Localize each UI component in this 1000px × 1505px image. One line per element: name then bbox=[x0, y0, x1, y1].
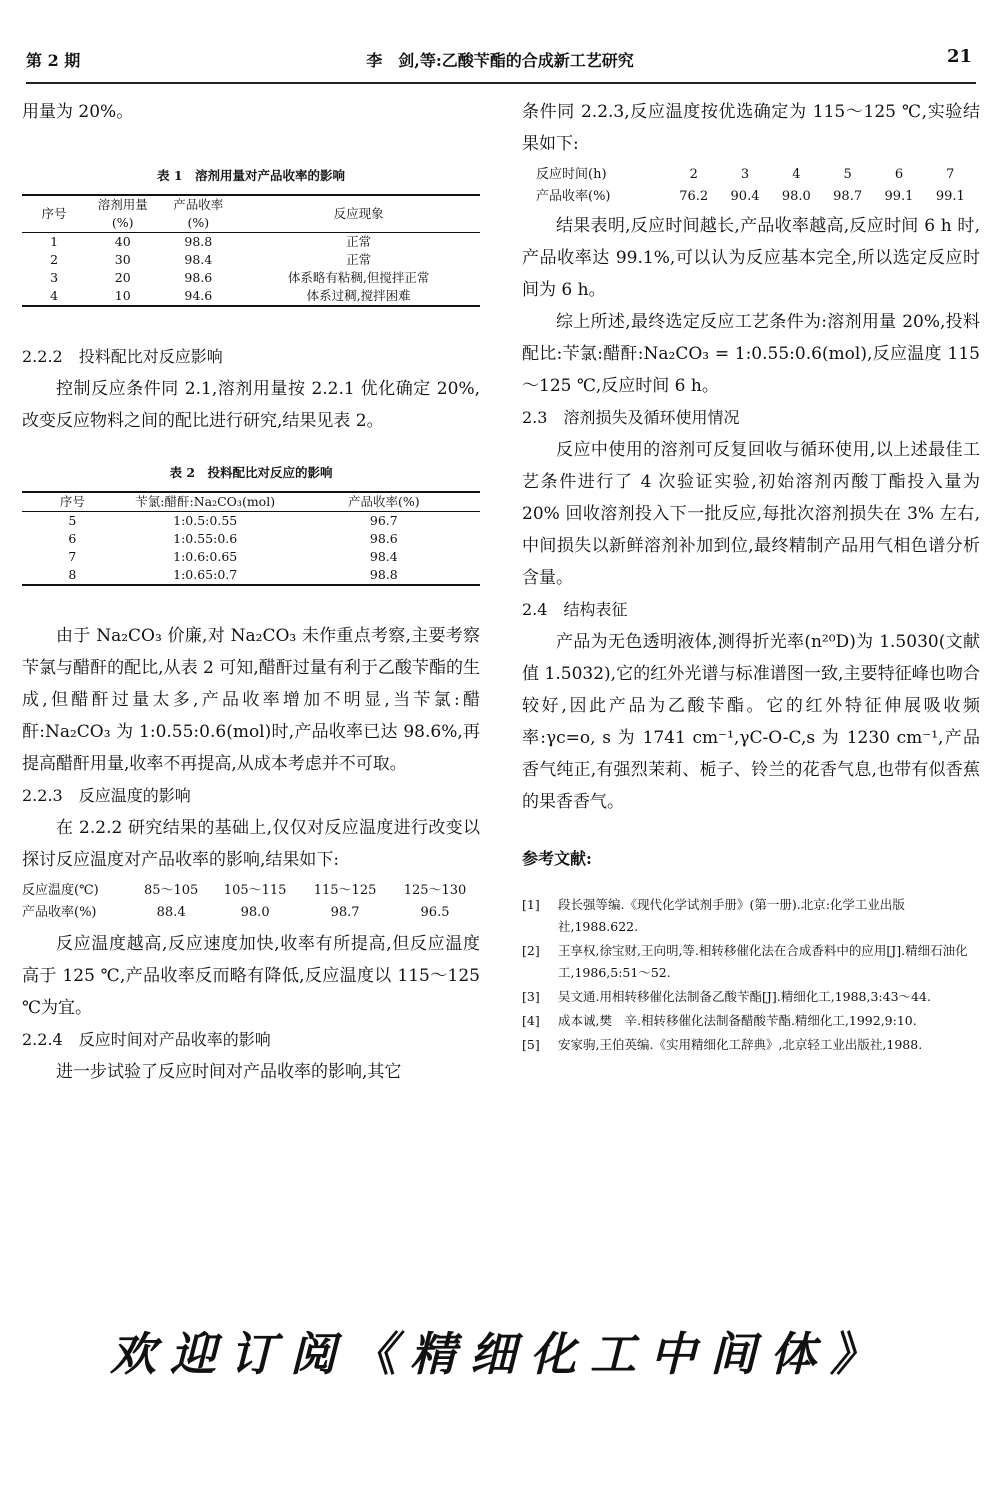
table-cell: 98.7 bbox=[330, 905, 360, 920]
table2-header-ratio: 苄氯:醋酐:Na₂CO₃(mol) bbox=[123, 492, 288, 512]
table-cell: 1 bbox=[50, 234, 59, 249]
table-cell: 6 bbox=[894, 167, 904, 182]
table-row bbox=[22, 902, 480, 924]
paragraph: 条件同 2.2.3,反应温度按优选确定为 115～125 ℃,实验结果如下: bbox=[522, 102, 980, 154]
reference-item bbox=[522, 1010, 980, 1032]
table-row bbox=[22, 287, 480, 306]
table1-unit: (%) bbox=[159, 214, 237, 233]
table-cell: 98.6 bbox=[184, 270, 213, 285]
table-cell: 115～125 bbox=[313, 883, 377, 898]
table-row bbox=[22, 548, 480, 566]
table1-caption: 表 1 溶剂用量对产品收率的影响 bbox=[156, 168, 346, 183]
table1-header-phenomenon: 反应现象 bbox=[237, 195, 480, 233]
table-row bbox=[22, 512, 480, 531]
header-page-number: 21 bbox=[946, 46, 972, 67]
header-rule bbox=[26, 82, 976, 84]
table-cell: 10 bbox=[86, 287, 159, 306]
reference-item bbox=[522, 894, 980, 938]
table-cell: 96.7 bbox=[369, 513, 398, 528]
table-row bbox=[22, 251, 480, 269]
table-cell: 98.4 bbox=[184, 252, 213, 267]
table-cell: 94.6 bbox=[159, 287, 237, 306]
table-cell: 98.0 bbox=[240, 905, 270, 920]
table1 bbox=[22, 194, 480, 307]
table2-header-yield: 产品收率(%) bbox=[288, 492, 480, 512]
table1-header-yield: 产品收率 bbox=[159, 195, 237, 214]
reference-number: [1] bbox=[522, 897, 540, 912]
table-cell: 40 bbox=[114, 234, 131, 249]
subscription-banner: 欢迎订阅《精细化工中间体》 bbox=[110, 1327, 890, 1381]
table-cell: 5 bbox=[843, 167, 852, 182]
reference-item bbox=[522, 986, 980, 1008]
references-heading: 参考文献: bbox=[522, 849, 592, 868]
reference-number: [3] bbox=[522, 989, 540, 1004]
table-cell: 正常 bbox=[346, 252, 372, 267]
table-cell: 6 bbox=[68, 531, 77, 546]
table2-header-index: 序号 bbox=[22, 492, 123, 512]
table-row bbox=[22, 566, 480, 585]
table-cell: 1:0.5:0.55 bbox=[173, 513, 238, 528]
table1-header-index: 序号 bbox=[22, 195, 86, 233]
paragraph: 综上所述,最终选定反应工艺条件为:溶剂用量 20%,投料配比:苄氯:醋酐:Na₂CO₃ = 1:0.55:0.6(mol),反应温度 115～125 ℃,反应时间 6 h。 bbox=[522, 312, 980, 396]
table-cell: 反应温度(℃) bbox=[22, 883, 99, 898]
table-cell: 4 bbox=[792, 167, 801, 182]
temperature-yield-table bbox=[22, 880, 480, 924]
table-cell: 98.8 bbox=[288, 566, 480, 585]
table-cell: 7 bbox=[68, 549, 77, 564]
reference-item bbox=[522, 940, 980, 984]
paragraph: 用量为 20%。 bbox=[22, 102, 134, 122]
table-row bbox=[22, 233, 480, 252]
table-cell: 99.1 bbox=[884, 189, 914, 204]
table-cell: 2 bbox=[689, 167, 698, 182]
table-cell: 5 bbox=[68, 513, 77, 528]
table2 bbox=[22, 491, 480, 586]
reference-text: 吴文通.用相转移催化法制备乙酸苄酯[J].精细化工,1988,3:43～44. bbox=[558, 989, 931, 1004]
table-cell: 98.6 bbox=[369, 531, 398, 546]
table-cell: 反应时间(h) bbox=[536, 167, 607, 182]
table-cell: 99.1 bbox=[935, 189, 965, 204]
table-cell: 105～115 bbox=[223, 883, 287, 898]
section-heading-2-3: 2.3 溶剂损失及循环使用情况 bbox=[522, 408, 740, 427]
section-heading-2-2-2: 2.2.2 投料配比对反应影响 bbox=[22, 347, 223, 366]
table-cell: 96.5 bbox=[420, 905, 450, 920]
table-cell: 正常 bbox=[346, 234, 372, 249]
table-cell: 产品收率(%) bbox=[536, 189, 611, 204]
header-title: 李 剑,等:乙酸苄酯的合成新工艺研究 bbox=[366, 51, 634, 70]
table-cell: 3 bbox=[50, 270, 59, 285]
table-row bbox=[536, 164, 976, 186]
table-cell: 7 bbox=[946, 167, 955, 182]
table-cell: 90.4 bbox=[730, 189, 760, 204]
table-cell: 体系过稠,搅拌困难 bbox=[237, 287, 480, 306]
table-cell: 1:0.65:0.7 bbox=[123, 566, 288, 585]
table1-header-solvent: 溶剂用量 bbox=[86, 195, 159, 214]
paragraph: 反应中使用的溶剂可反复回收与循环使用,以上述最佳工艺条件进行了 4 次验证实验,初始溶剂丙酸丁酯投入量为 20% 回收溶剂投入下一批反应,每批次溶剂损失在 3% 左右,中间损失以新鲜溶剂补加到位,最终精制产品用气相色谱分析含量。 bbox=[522, 440, 980, 588]
table-row bbox=[22, 269, 480, 287]
paragraph: 产品为无色透明液体,测得折光率(n²⁰D)为 1.5030(文献值 1.5032),它的红外光谱与标准谱图一致,主要特征峰也吻合较好,因此产品为乙酸苄酯。它的红外特征伸展吸收频率:γc=o, s 为 1741 cm⁻¹,γC-O-C,s 为 1230 cm⁻¹,产品香气纯正,有强烈茉莉、栀子、铃兰的花香气息,也带有似香蕉的果香香气。 bbox=[522, 632, 980, 812]
section-heading-2-2-4: 2.2.4 反应时间对产品收率的影响 bbox=[22, 1030, 271, 1049]
table-cell: 1:0.55:0.6 bbox=[173, 531, 238, 546]
table2-caption: 表 2 投料配比对反应的影响 bbox=[169, 465, 333, 480]
table-cell: 85～105 bbox=[143, 883, 199, 898]
table-row bbox=[22, 530, 480, 548]
reference-item bbox=[522, 1034, 980, 1056]
right-column bbox=[522, 96, 980, 1058]
header-issue: 第 2 期 bbox=[26, 51, 81, 70]
reference-list bbox=[522, 894, 980, 1056]
paragraph: 进一步试验了反应时间对产品收率的影响,其它 bbox=[56, 1062, 402, 1082]
paragraph: 结果表明,反应时间越长,产品收率越高,反应时间 6 h 时,产品收率达 99.1%,可以认为反应基本完全,所以选定反应时间为 6 h。 bbox=[522, 216, 980, 300]
table-cell: 88.4 bbox=[156, 905, 186, 920]
table-cell: 8 bbox=[22, 566, 123, 585]
reference-text: 王享权,徐宝财,王向明,等.相转移催化法在合成香料中的应用[J].精细石油化工,1986,5:51～52. bbox=[558, 943, 968, 980]
table-cell: 98.7 bbox=[833, 189, 863, 204]
paragraph: 在 2.2.2 研究结果的基础上,仅仅对反应温度进行改变以探讨反应温度对产品收率的影响,结果如下: bbox=[22, 818, 480, 870]
table-cell: 30 bbox=[114, 252, 131, 267]
table-cell: 2 bbox=[50, 252, 59, 267]
table1-unit: (%) bbox=[86, 214, 159, 233]
left-column bbox=[22, 96, 480, 1088]
table-cell: 3 bbox=[740, 167, 750, 182]
table-cell: 125～130 bbox=[403, 883, 467, 898]
paragraph: 反应温度越高,反应速度加快,收率有所提高,但反应温度高于 125 ℃,产品收率反而略有降低,反应温度以 115～125 ℃为宜。 bbox=[22, 934, 480, 1018]
table-cell: 体系略有粘稠,但搅拌正常 bbox=[287, 270, 430, 285]
table-cell: 98.8 bbox=[184, 234, 213, 249]
reference-number: [2] bbox=[522, 943, 540, 958]
reference-text: 成本诚,樊 辛.相转移催化法制备醋酸苄酯.精细化工,1992,9:10. bbox=[558, 1013, 917, 1028]
section-heading-2-4: 2.4 结构表征 bbox=[522, 600, 628, 619]
table-cell: 98.4 bbox=[369, 549, 398, 564]
table-row bbox=[536, 186, 976, 208]
reference-text: 安家驹,王伯英编.《实用精细化工辞典》,北京轻工业出版社,1988. bbox=[558, 1037, 923, 1052]
table-cell: 20 bbox=[114, 270, 131, 285]
table-row bbox=[22, 880, 480, 902]
time-yield-table bbox=[536, 164, 976, 208]
paragraph: 由于 Na₂CO₃ 价廉,对 Na₂CO₃ 未作重点考察,主要考察苄氯与醋酐的配比,从表 2 可知,醋酐过量有利于乙酸苄酯的生成,但醋酐过量太多,产品收率增加不明显,当苄氯:醋酐:Na₂CO₃ 为 1:0.55:0.6(mol)时,产品收率已达 98.6%,再提高醋酐用量,收率不再提高,从成本考虑并不可取。 bbox=[22, 626, 480, 774]
paragraph: 控制反应条件同 2.1,溶剂用量按 2.2.1 优化确定 20%,改变反应物料之间的配比进行研究,结果见表 2。 bbox=[22, 379, 480, 431]
section-heading-2-2-3: 2.2.3 反应温度的影响 bbox=[22, 786, 191, 805]
table-cell: 产品收率(%) bbox=[22, 905, 97, 920]
reference-number: [5] bbox=[522, 1037, 540, 1052]
table-cell: 4 bbox=[22, 287, 86, 306]
reference-text: 段长强等编.《现代化学试剂手册》(第一册).北京:化学工业出版社,1988.622. bbox=[558, 897, 905, 934]
table-cell: 98.0 bbox=[781, 189, 811, 204]
reference-number: [4] bbox=[522, 1013, 540, 1028]
table-cell: 1:0.6:0.65 bbox=[173, 549, 238, 564]
table-cell: 76.2 bbox=[679, 189, 709, 204]
